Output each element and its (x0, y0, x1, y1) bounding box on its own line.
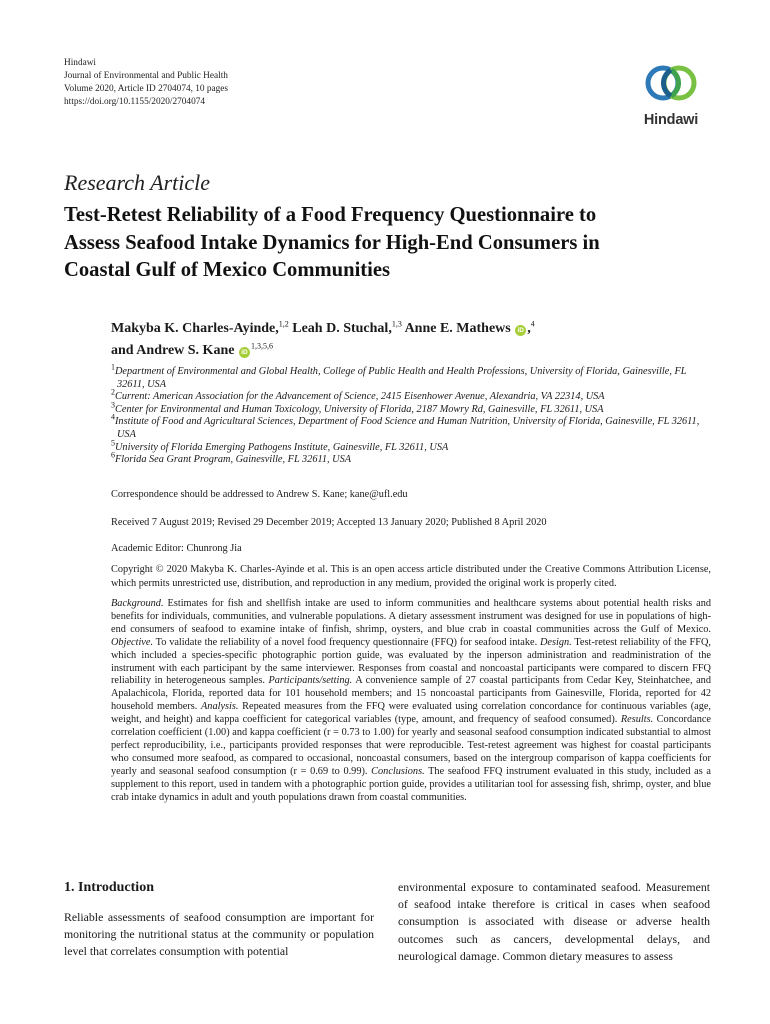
abstract-text: The seafood FFQ instrument evaluated in this study, included as a supplement to this report, used in tandem with a photographic portion guide, provides a utilitarian tool for assessing fish, shrimp, oyster, and blue crab intake dynamics in adult and youth populations drawn from coastal communities. (111, 765, 711, 803)
intro-column-right: environmental exposure to contaminated seafood. Measurement of seafood intake therefore is critical in cases when seafood consumption is associated with disease or adverse health outcomes such as cancers, developmental delays, and neurological damage. Common dietary measures to assess (398, 880, 710, 963)
affiliation-item (111, 362, 711, 391)
hindawi-logo-icon (632, 62, 710, 112)
abstract-text: Concordance correlation coefficient (1.00) and kappa coefficient (r = 0.73 to 1.00) for yearly and seasonal seafood consumption indicated substantial to almost perfect reproducibility, i.e., participants provided responses that were reproducible. Test-retest agreement was highest for coastal participants who consumed more seafood, as compared to occasional, noncoastal consumers, based on the intergroup comparison of kappa coefficients for yearly and seasonal seafood consumption (r = 0.69 to 0.99). (111, 714, 711, 777)
affiliation-number: 3 (111, 400, 115, 410)
logo-text: Hindawi (643, 112, 699, 128)
affiliation-text: Department of Environmental and Global Health, College of Public Health and Health Professions, University of Florida, Gainesville, FL 32611, USA (115, 366, 687, 390)
section-heading: 1. Introduction (64, 880, 154, 895)
journal-name: Journal of Environmental and Public Health (64, 71, 228, 81)
abstract-label: Objective. (111, 636, 154, 648)
affiliation-item (111, 387, 711, 404)
author-list: Makyba K. Charles-Ayinde,$^{1,2}$ Leah D. Stuchal,$^{1,3}$ Anne E. Mathews iD ,$^4$ and Andrew S. Kane iD$^{1,3,5,6}$ (111, 319, 535, 358)
author-affiliation-ref: 1,3 (391, 319, 402, 329)
affiliation-text: Florida Sea Grant Program, Gainesville, FL 32611, USA (115, 454, 352, 466)
volume-info: Volume 2020, Article ID 2704074, 10 pages (64, 84, 229, 94)
abstract-text: Estimates for fish and shellfish intake are used to inform communities and healthcare systems about potential health risks and benefits for individuals, communities, and vulnerable populations. A dietary assessment instrument was designed for use in populations of high-end consumers of seafood to examine intake of finfish, shrimp, oysters, and blue crab in coastal communities across the Gulf of Mexico. (111, 598, 711, 635)
affiliation-text: University of Florida Emerging Pathogens Institute, Gainesville, FL 32611, USA (115, 441, 449, 453)
author-name[interactable]: Leah D. Stuchal, (292, 321, 392, 336)
article-type: Research Article (64, 170, 211, 195)
title-line: Assess Seafood Intake Dynamics for High-End Consumers in (64, 231, 600, 254)
doi-link[interactable]: https://doi.org/10.1155/2020/2704074 (64, 97, 206, 107)
author-name[interactable]: and Andrew S. Kane (111, 343, 235, 358)
abstract-text: A convenience sample of 27 coastal participants from Cedar Key, Steinhatchee, and Apalachicola, Florida, reported data for 101 household members; and 15 noncoastal participants from Gainesville, Florida, reported for 42 household members. (111, 675, 711, 713)
author-affiliation-ref: 1,2 (278, 319, 289, 329)
article-title (64, 202, 714, 285)
affiliation-number: 5 (111, 438, 115, 448)
abstract-label: Results. (620, 714, 654, 726)
author-name[interactable]: Makyba K. Charles-Ayinde, (111, 321, 279, 336)
affiliation-text: Center for Environmental and Human Toxicology, University of Florida, 2187 Mowry Rd, Gainesville, FL 32611, USA (115, 403, 604, 415)
abstract-label: Analysis. (201, 701, 239, 713)
affiliation-number: 6 (111, 450, 115, 460)
affiliation-text: Institute of Food and Agricultural Sciences, Department of Food Science and Human Nutrition, University of Florida, Gainesville, FL 32611, USA (115, 416, 700, 440)
academic-editor: Academic Editor: Chunrong Jia (111, 543, 242, 554)
abstract-text: Repeated measures from the FFQ were evaluated using correlation concordance for continuous variables (age, weight, and height) and kappa coefficient for categorical variables (type, amount, and frequency of seafood consumed). (111, 701, 712, 726)
abstract-label: Participants/setting. (268, 675, 353, 687)
intro-column-left: Reliable assessments of seafood consumption are important for monitoring the nutritional status at the community or population level that correlates consumption with potential (64, 910, 374, 959)
orcid-icon[interactable]: iD (239, 347, 250, 358)
abstract (111, 598, 711, 805)
affiliation-item (111, 412, 711, 441)
publication-dates: Received 7 August 2019; Revised 29 December 2019; Accepted 13 January 2020; Published 8 April 2020 (111, 517, 547, 528)
correspondence: Correspondence should be addressed to Andrew S. Kane; kane@ufl.edu (111, 489, 408, 500)
affiliation-number: 4 (111, 412, 115, 422)
copyright-notice: Copyright © 2020 Makyba K. Charles-Ayinde et al. This is an open access article distributed under the Creative Commons Attribution License, which permits unrestricted use, distribution, and reproduction in any medium, provided the original work is properly cited. (111, 564, 711, 589)
publisher-name: Hindawi (64, 58, 97, 68)
affiliation-text: Current: American Association for the Advancement of Science, 2415 Eisenhower Avenue, Alexandria, VA 22314, USA (115, 391, 605, 403)
journal-header (64, 57, 228, 109)
author-affiliation-ref: 1,3,5,6 (250, 341, 273, 351)
author-affiliation-ref: 4 (530, 319, 535, 329)
abstract-label: Design. (539, 636, 572, 648)
affiliation-item (111, 438, 711, 455)
orcid-icon[interactable]: iD (515, 325, 526, 336)
hindawi-logo (632, 62, 710, 132)
affiliation-number: 2 (111, 387, 115, 397)
title-line: Test-Retest Reliability of a Food Frequency Questionnaire to (64, 204, 597, 226)
title-line: Coastal Gulf of Mexico Communities (64, 259, 391, 281)
abstract-label: Conclusions. (371, 765, 425, 777)
abstract-label: Background. (111, 598, 164, 609)
abstract-text: Test-retest reliability of the FFQ, which included a species-specific photographic portion guide, was evaluated by the inperson administration and readministration of the instrument with each participant by the same interviewer. Responses from coastal and noncoastal participants were compared to discern FFQ reliability in heterogeneous samples. (111, 636, 711, 687)
affiliation-item (111, 450, 711, 467)
author-name[interactable]: Anne E. Mathews (404, 321, 511, 336)
affiliation-number: 1 (111, 362, 115, 372)
affiliation-item (111, 400, 711, 417)
abstract-text: To validate the reliability of a novel food frequency questionnaire (FFQ) for seafood intake. (153, 636, 540, 648)
affiliations (111, 362, 711, 467)
